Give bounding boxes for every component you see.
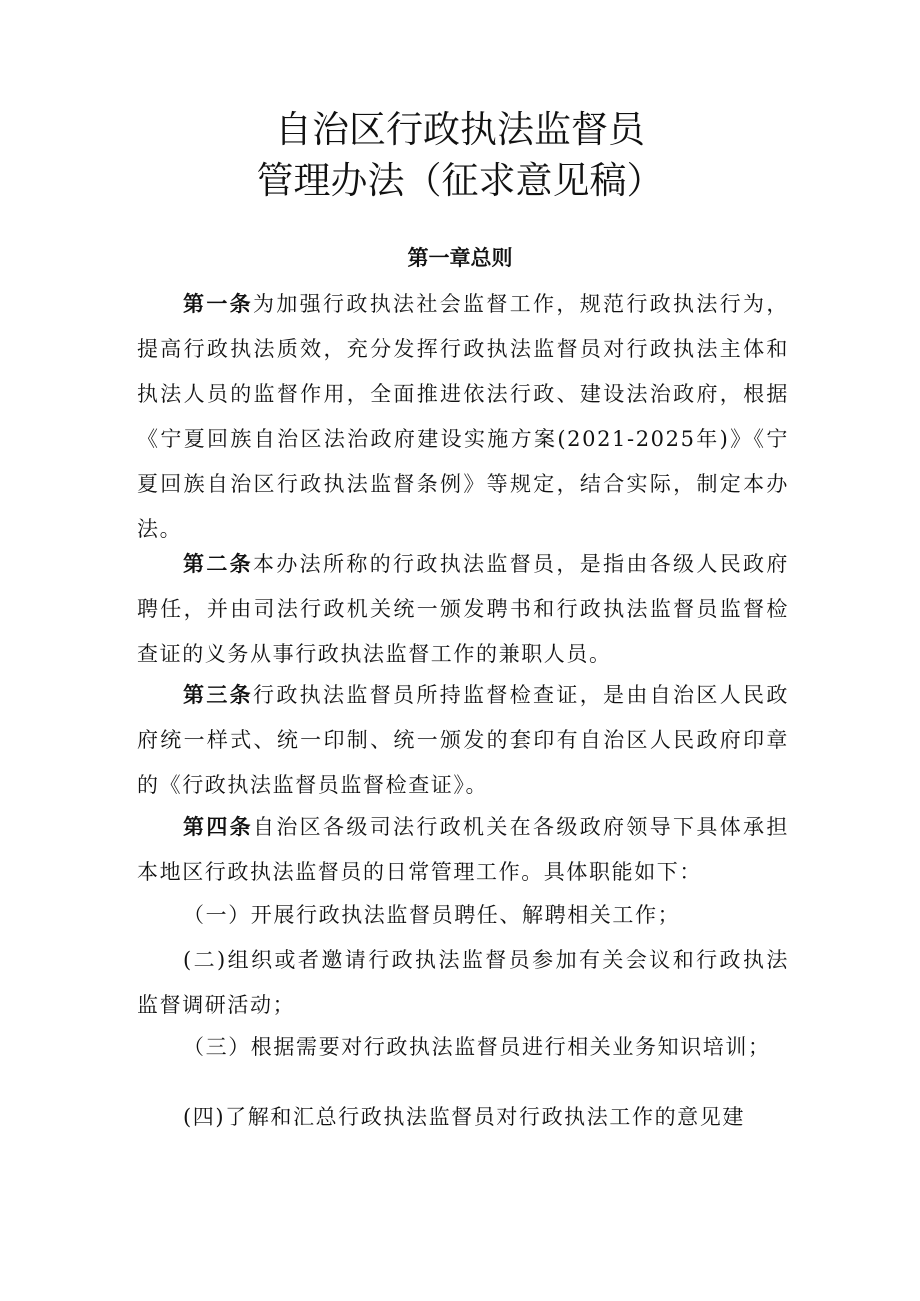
article-text: 为加强行政执法社会监督工作，规范行政执法行为，提高行政执法质效，充分发挥行政执法监督员对行政执法主体和执法人员的监督作用，全面推进依法行政、建设法治政府，根据《宁夏回族自治区法治政府建设实施方案(2021-2025年)》《宁夏回族自治区行政执法监督条例》等规定，结合实际，制定本办法。 [137,292,789,541]
article-label: 第四条 [183,815,254,839]
article-text: 自治区各级司法行政机关在各级政府领导下具体承担本地区行政执法监督员的日常管理工作。具体职能如下： [137,815,789,884]
article-label: 第二条 [183,552,254,576]
article-text: 本办法所称的行政执法监督员，是指由各级人民政府聘任，并由司法行政机关统一颁发聘书和行政执法监督员监督检查证的义务从事行政执法监督工作的兼职人员。 [137,552,789,666]
article-text: 行政执法监督员所持监督检查证，是由自治区人民政府统一样式、统一印制、统一颁发的套印有自治区人民政府印章的《行政执法监督员监督检查证》。 [137,683,789,797]
article-3 [137,673,789,808]
article-label: 第一条 [183,292,254,316]
article-1 [137,282,789,552]
list-item: (二)组织或者邀请行政执法监督员参加有关会议和行政执法监督调研活动； [137,948,789,1017]
document-title-line-1: 自治区行政执法监督员 [275,108,645,151]
document-title-line-2: 管理办法（征求意见稿） [256,159,664,202]
list-item: （一）开展行政执法监督员聘任、解聘相关工作； [183,903,681,927]
article-4 [137,805,789,895]
article-2 [137,542,789,677]
chapter-heading: 第一章总则 [407,246,513,270]
list-item: (四)了解和汇总行政执法监督员对行政执法工作的意见建 [183,1105,745,1129]
article-label: 第三条 [183,683,254,707]
list-item: （三）根据需要对行政执法监督员进行相关业务知识培训； [183,1035,771,1059]
